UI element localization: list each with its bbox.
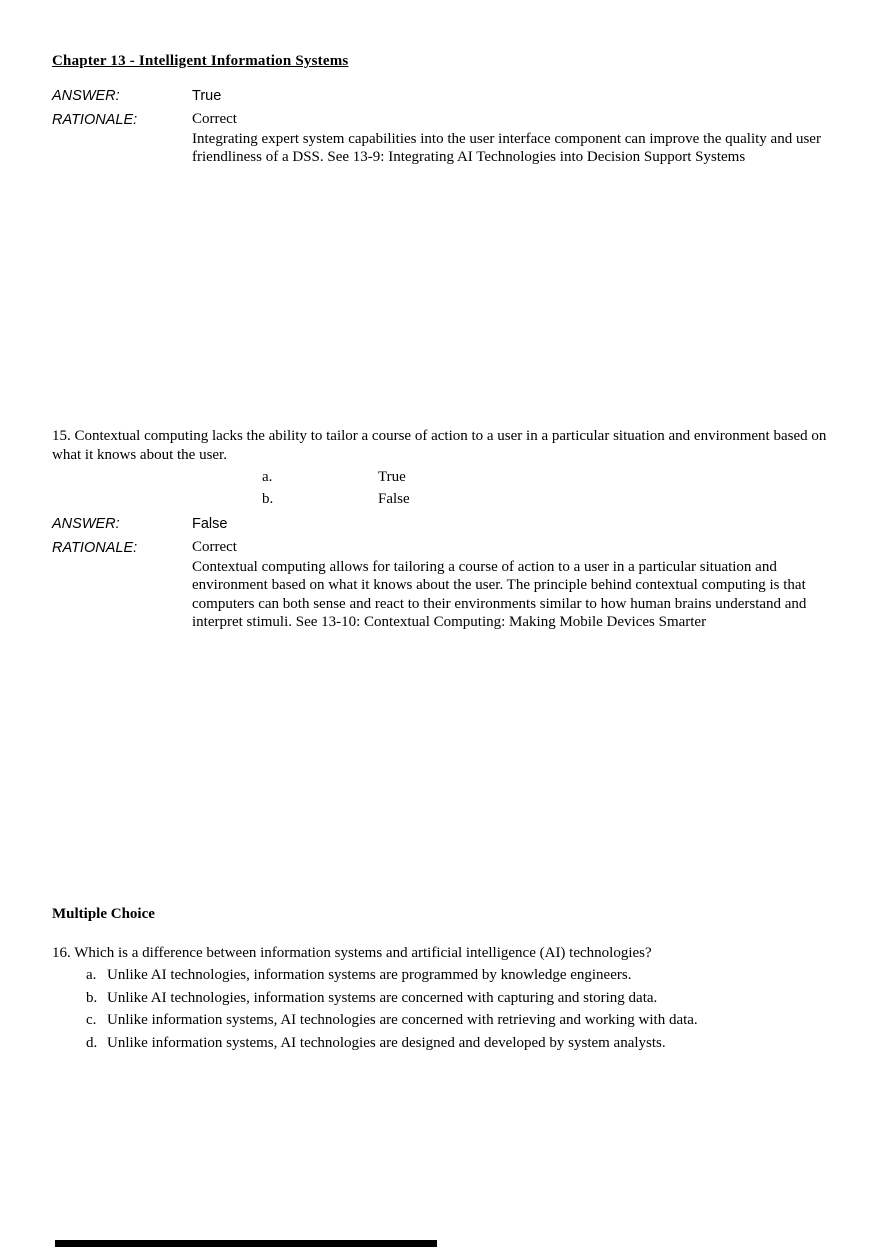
rationale-row <box>52 538 832 632</box>
option-letter: a. <box>262 469 273 485</box>
option-a <box>86 966 832 985</box>
option-letter: b. <box>262 490 274 507</box>
answer-row <box>52 514 832 534</box>
section-heading-multiple-choice: Multiple Choice <box>52 906 155 922</box>
option-letter: c. <box>86 1012 97 1028</box>
answer-block-14 <box>52 86 832 171</box>
rationale-content <box>192 538 832 632</box>
chapter-heading: Chapter 13 - Intelligent Information Systems <box>52 53 349 69</box>
option-b <box>262 489 832 511</box>
question-16-text: 16. Which is a difference between information systems and artificial intelligence (AI) technologies? <box>52 945 652 961</box>
option-letter: b. <box>86 989 98 1006</box>
rationale-text: Contextual computing allows for tailoring a course of action to a user in a particular situation and environment based on what it knows about the user. The principle behind contextual computing is that computers can both sense and react to their environments similar to how human brains understand and interpret stimuli. See 13-10: Contextual Computing: Making Mobile Devices Smarter <box>192 558 807 631</box>
rationale-content <box>192 110 832 167</box>
rationale-text: Integrating expert system capabilities into the user interface component can improve the quality and user friendliness of a DSS. See 13-9: Integrating AI Technologies into Decision Support Systems <box>192 130 821 166</box>
option-text: True <box>378 469 406 485</box>
question-15-block <box>52 427 832 636</box>
option-b <box>86 989 832 1008</box>
option-text: Unlike AI technologies, information systems are programmed by knowledge engineers. <box>107 967 632 983</box>
footer-redaction-bar <box>55 1240 437 1247</box>
question-15-options <box>262 467 832 510</box>
option-text: False <box>378 490 410 507</box>
answer-label: ANSWER: <box>52 88 120 104</box>
option-letter: d. <box>86 1034 98 1051</box>
option-text: Unlike information systems, AI technologies are designed and developed by system analysts. <box>107 1034 666 1051</box>
option-text: Unlike information systems, AI technologies are concerned with retrieving and working with data. <box>107 1012 698 1028</box>
rationale-label: RATIONALE: <box>52 540 138 556</box>
question-16-block <box>52 944 832 1056</box>
option-text: Unlike AI technologies, information systems are concerned with capturing and storing data. <box>107 989 658 1006</box>
rationale-row <box>52 110 832 167</box>
option-letter: a. <box>86 967 97 983</box>
question-15-text: 15. Contextual computing lacks the ability to tailor a course of action to a user in a particular situation and environment based on what it knows about the user. <box>52 428 827 463</box>
rationale-label: RATIONALE: <box>52 112 138 128</box>
answer-value: True <box>192 88 222 104</box>
rationale-result: Correct <box>192 111 237 127</box>
answer-row <box>52 86 832 106</box>
rationale-result: Correct <box>192 539 237 555</box>
option-c <box>86 1011 832 1030</box>
answer-value: False <box>192 516 228 532</box>
option-d <box>86 1034 832 1053</box>
answer-label: ANSWER: <box>52 516 120 532</box>
question-16-options <box>86 966 832 1053</box>
option-a <box>262 467 832 489</box>
